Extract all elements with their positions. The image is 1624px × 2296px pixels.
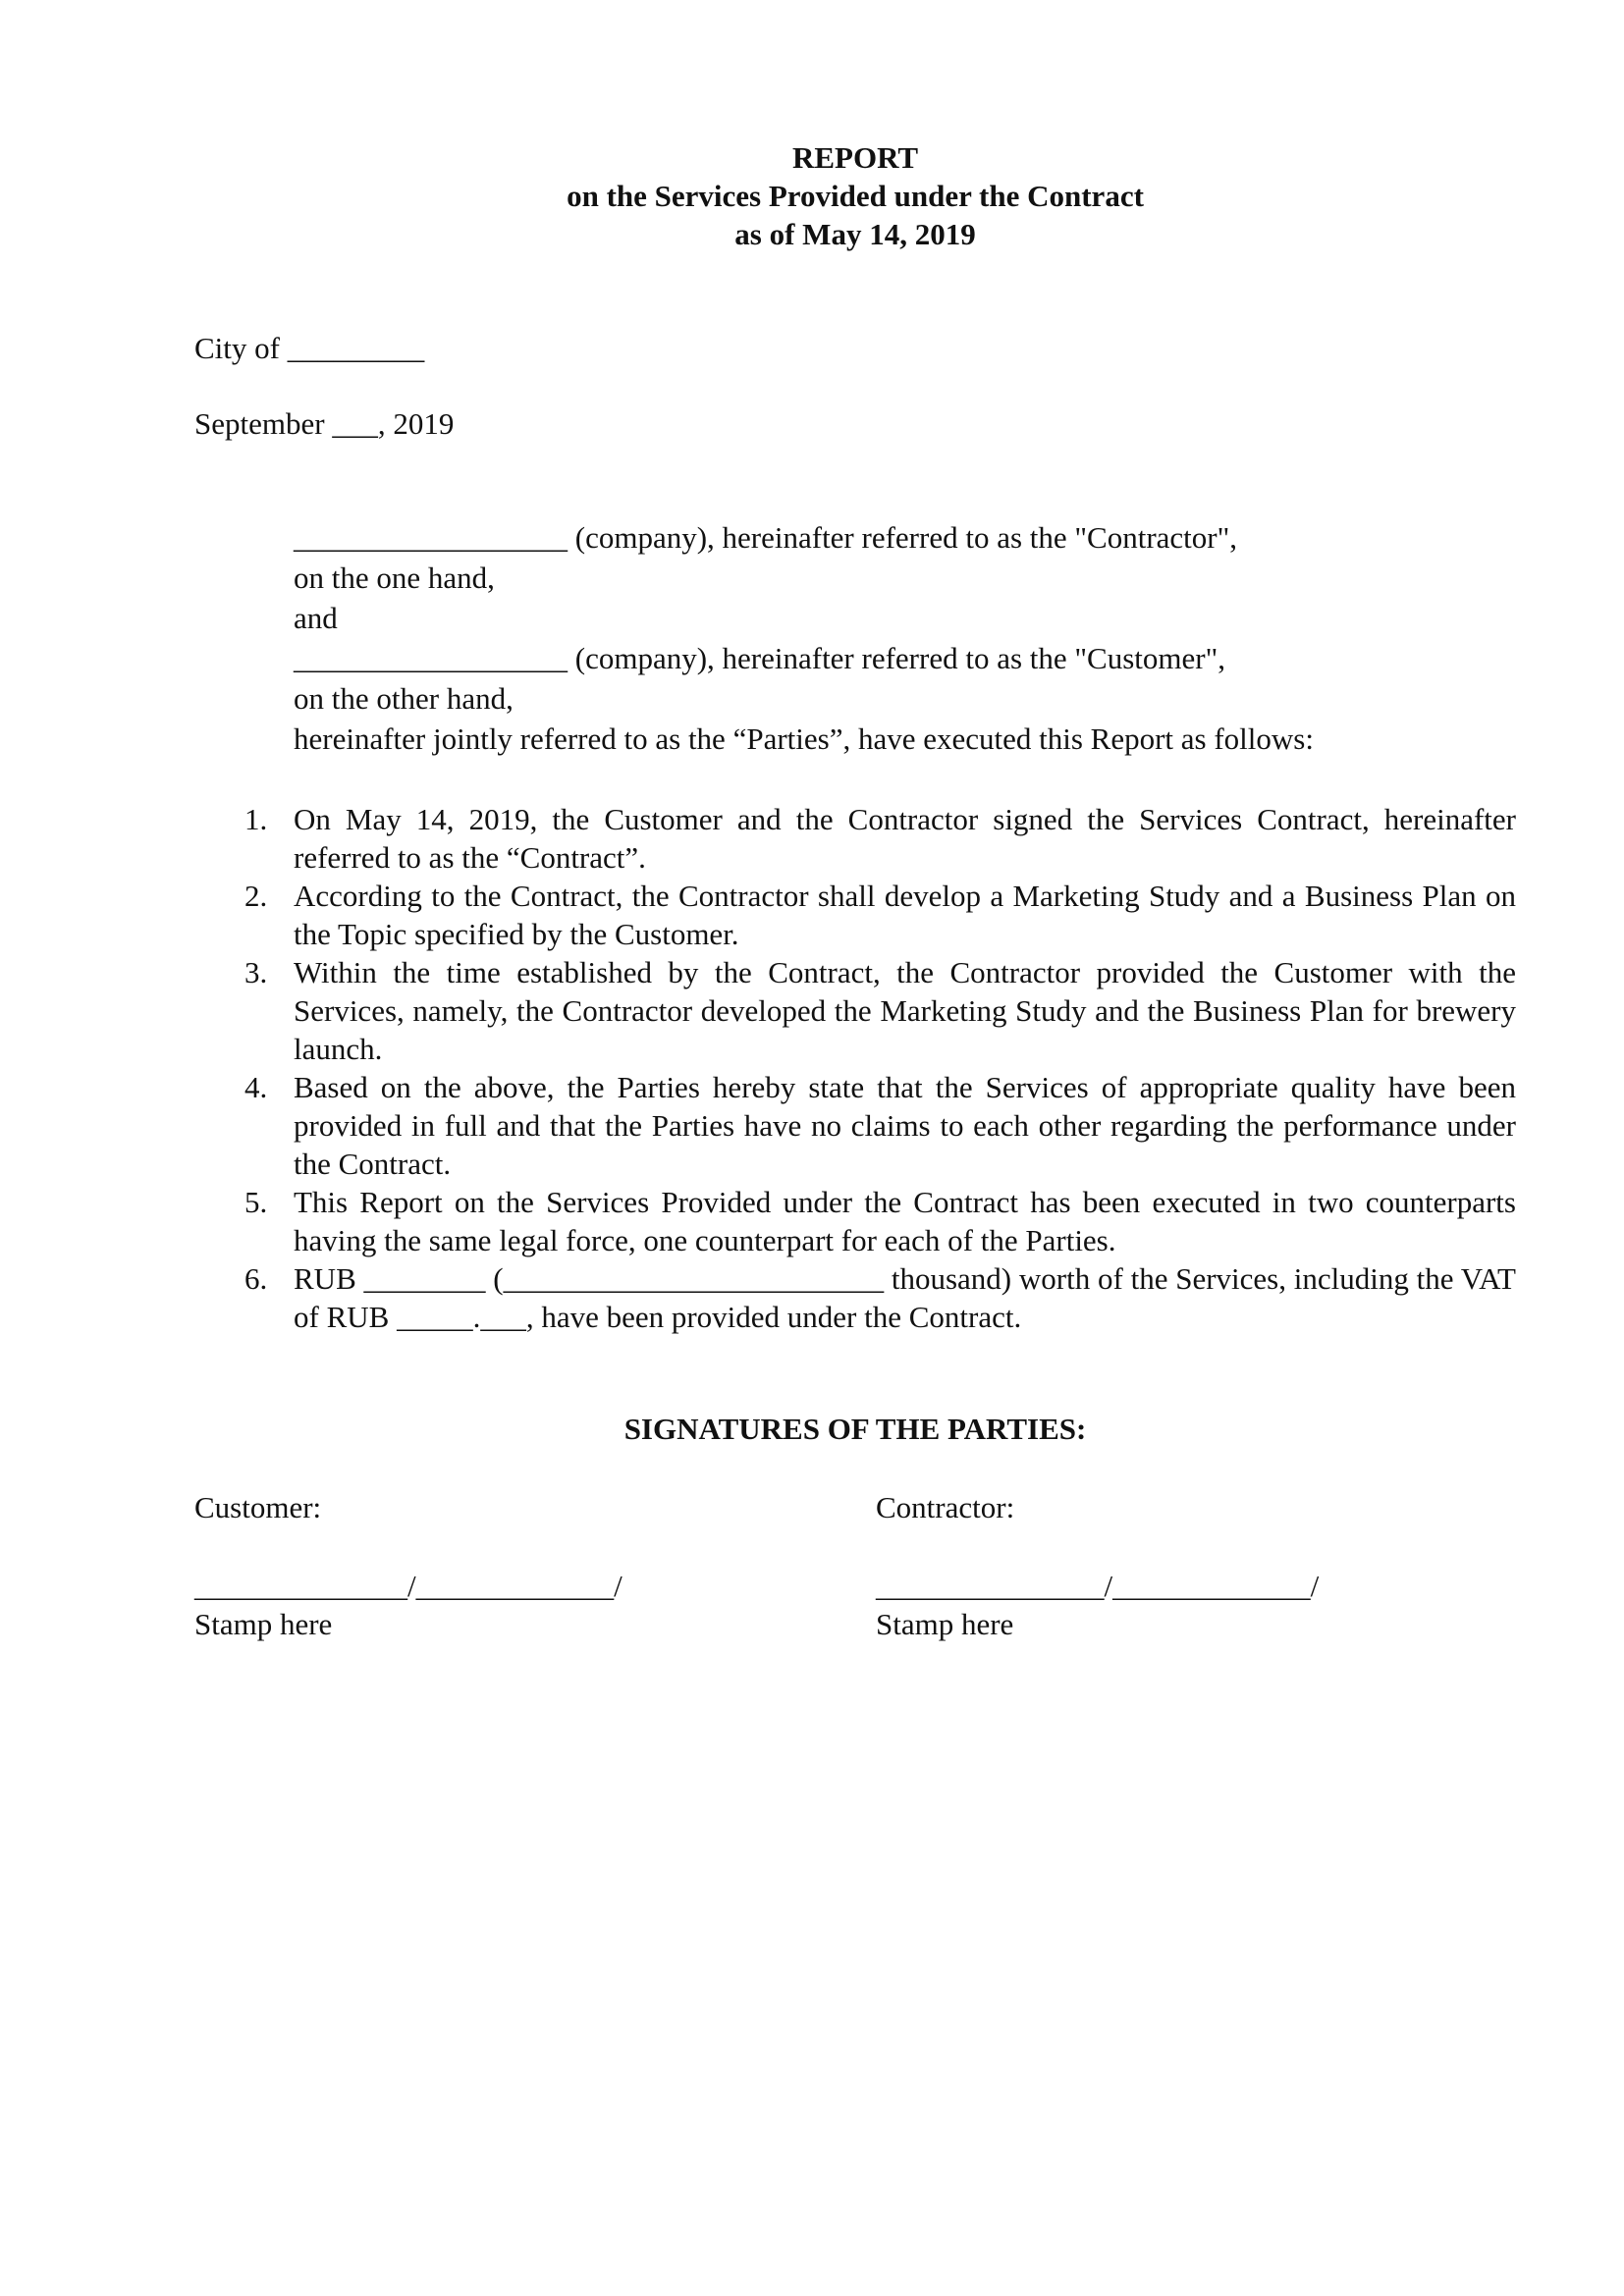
report-title: REPORT (791, 140, 919, 175)
clause-number: 1. (244, 802, 268, 836)
clause-text: According to the Contract, the Contractor shall develop a Marketing Study and a Business Plan on the Topic specified by the Customer. (294, 879, 1516, 951)
clause-text: This Report on the Services Provided under the Contract has been executed in two counterparts having the same legal force, one counterpart for each of the Parties. (294, 1185, 1516, 1257)
clause-number: 5. (244, 1185, 268, 1219)
customer-signature-block (194, 1488, 623, 1643)
signatures-title: SIGNATURES OF THE PARTIES: (623, 1412, 1087, 1446)
parties-intro (294, 518, 1314, 760)
clause-number: 3. (244, 955, 268, 989)
report-subtitle: on the Services Provided under the Contract (567, 179, 1144, 213)
contractor-signature-line: _______________/_____________/ (876, 1569, 1320, 1603)
clause-text: RUB ________ (_________________________ thousand) worth of the Services, including the VAT of RUB _____.___, have been provided under the Contract. (294, 1261, 1516, 1334)
list-item (244, 953, 1516, 1068)
clause-text: Based on the above, the Parties hereby state that the Services of appropriate quality have been provided in full and that the Parties have no claims to each other regarding the performance under the Contract. (294, 1070, 1516, 1181)
contractor-signature-block (876, 1488, 1319, 1643)
other-hand-line: on the other hand, (294, 681, 514, 716)
clause-number: 4. (244, 1070, 268, 1104)
date-field: September ___, 2019 (194, 406, 455, 441)
customer-signature-line: ______________/_____________/ (194, 1569, 623, 1603)
contractor-line: __________________ (company), hereinafter referred to as the "Contractor", (294, 520, 1238, 555)
list-item (244, 1183, 1516, 1259)
city-field: City of _________ (194, 331, 425, 365)
customer-line: __________________ (company), hereinafter referred to as the "Customer", (294, 641, 1225, 675)
clause-number: 6. (244, 1261, 268, 1296)
contractor-stamp-label: Stamp here (876, 1607, 1014, 1641)
contractor-label: Contractor: (876, 1490, 1015, 1524)
clause-text: On May 14, 2019, the Customer and the Contractor signed the Services Contract, hereinafter referred to as the “Contract”. (294, 802, 1516, 875)
clauses-list (244, 800, 1516, 1336)
list-item (244, 1259, 1516, 1336)
list-item (244, 1068, 1516, 1183)
list-item (244, 877, 1516, 953)
report-date-line: as of May 14, 2019 (734, 217, 976, 251)
jointly-line: hereinafter jointly referred to as the “Parties”, have executed this Report as follows: (294, 721, 1314, 756)
report-header (0, 138, 1624, 253)
one-hand-line: on the one hand, (294, 561, 495, 595)
and-line: and (294, 601, 338, 635)
clause-text: Within the time established by the Contract, the Contractor provided the Customer with the Services, namely, the Contractor developed the Marketing Study and the Business Plan for brewery launch. (294, 955, 1516, 1066)
list-item (244, 800, 1516, 877)
clause-number: 2. (244, 879, 268, 913)
customer-label: Customer: (194, 1490, 322, 1524)
customer-stamp-label: Stamp here (194, 1607, 333, 1641)
